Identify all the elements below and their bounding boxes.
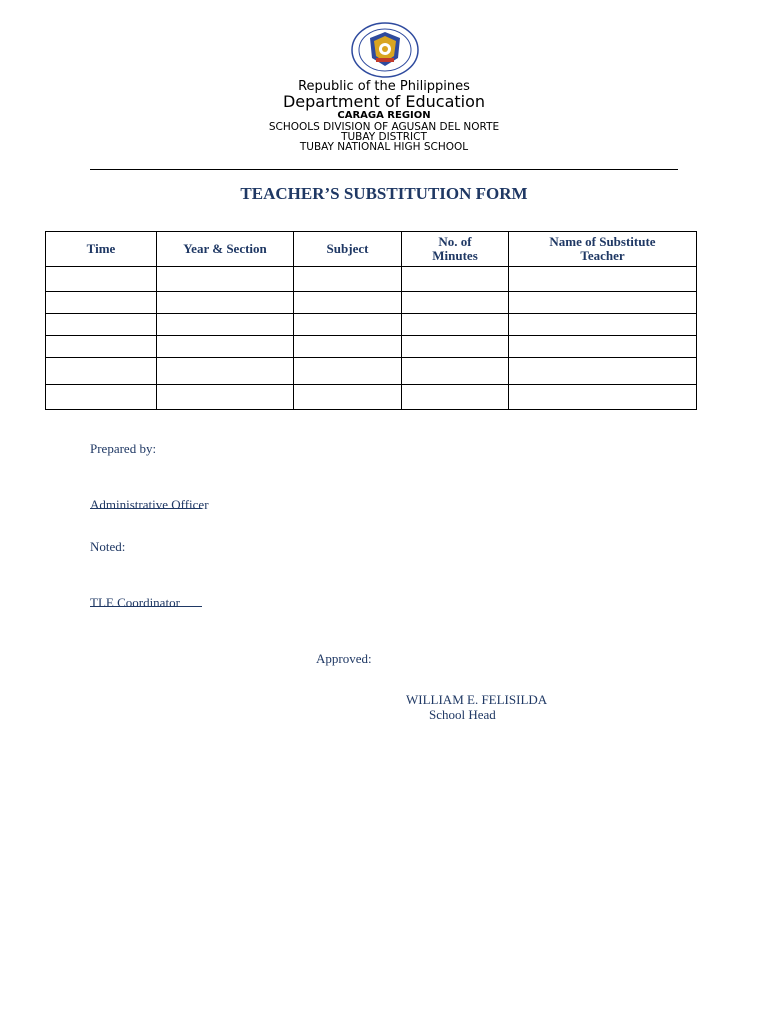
header-republic: Republic of the Philippines <box>298 79 470 94</box>
cell-time[interactable] <box>46 358 157 385</box>
cell-subject[interactable] <box>294 267 402 292</box>
col-header-substitute-line2: Teacher <box>580 248 625 263</box>
col-header-time: Time <box>46 232 157 267</box>
cell-year-section[interactable] <box>157 385 294 410</box>
col-header-minutes-line1: No. of <box>438 234 472 249</box>
cell-substitute[interactable] <box>509 314 697 336</box>
col-header-year-section: Year & Section <box>157 232 294 267</box>
cell-year-section[interactable] <box>157 358 294 385</box>
cell-substitute[interactable] <box>509 336 697 358</box>
cell-subject[interactable] <box>294 385 402 410</box>
table-row <box>46 336 697 358</box>
cell-time[interactable] <box>46 336 157 358</box>
cell-time[interactable] <box>46 385 157 410</box>
cell-subject[interactable] <box>294 358 402 385</box>
cell-subject[interactable] <box>294 336 402 358</box>
header-department: Department of Education <box>282 92 486 111</box>
cell-minutes[interactable] <box>402 336 509 358</box>
cell-minutes[interactable] <box>402 292 509 314</box>
table-row <box>46 314 697 336</box>
cell-year-section[interactable] <box>157 267 294 292</box>
cell-subject[interactable] <box>294 292 402 314</box>
approver-role: School Head <box>429 707 496 722</box>
header-divider <box>90 169 678 170</box>
approved-label: Approved: <box>316 651 372 666</box>
table-row <box>46 267 697 292</box>
prepared-role: Administrative Officer <box>90 497 209 512</box>
substitution-table <box>45 231 697 410</box>
cell-time[interactable] <box>46 267 157 292</box>
col-header-subject: Subject <box>294 232 402 267</box>
col-header-minutes-line2: Minutes <box>432 248 478 263</box>
header-school: TUBAY NATIONAL HIGH SCHOOL <box>299 141 469 153</box>
cell-subject[interactable] <box>294 314 402 336</box>
col-header-minutes <box>402 232 509 267</box>
cell-year-section[interactable] <box>157 292 294 314</box>
approver-name: WILLIAM E. FELISILDA <box>406 692 548 707</box>
cell-time[interactable] <box>46 292 157 314</box>
cell-minutes[interactable] <box>402 314 509 336</box>
cell-minutes[interactable] <box>402 267 509 292</box>
cell-year-section[interactable] <box>157 336 294 358</box>
table-row <box>46 358 697 385</box>
cell-time[interactable] <box>46 314 157 336</box>
cell-substitute[interactable] <box>509 292 697 314</box>
header-division: SCHOOLS DIVISION OF AGUSAN DEL NORTE <box>268 121 500 133</box>
noted-role: TLE Coordinator <box>90 595 180 610</box>
col-header-substitute-line1: Name of Substitute <box>549 234 656 249</box>
header-region: CARAGA REGION <box>337 110 431 121</box>
header-district: TUBAY DISTRICT <box>341 131 427 143</box>
cell-minutes[interactable] <box>402 385 509 410</box>
cell-substitute[interactable] <box>509 385 697 410</box>
cell-year-section[interactable] <box>157 314 294 336</box>
col-header-substitute <box>509 232 697 267</box>
cell-minutes[interactable] <box>402 358 509 385</box>
prepared-by-label: Prepared by: <box>90 441 157 456</box>
form-title: TEACHER’S SUBSTITUTION FORM <box>240 184 528 203</box>
table-header-row <box>46 232 697 267</box>
cell-substitute[interactable] <box>509 358 697 385</box>
table-row <box>46 385 697 410</box>
deped-seal-logo <box>350 22 420 78</box>
noted-label: Noted: <box>90 539 126 554</box>
table-row <box>46 292 697 314</box>
cell-substitute[interactable] <box>509 267 697 292</box>
